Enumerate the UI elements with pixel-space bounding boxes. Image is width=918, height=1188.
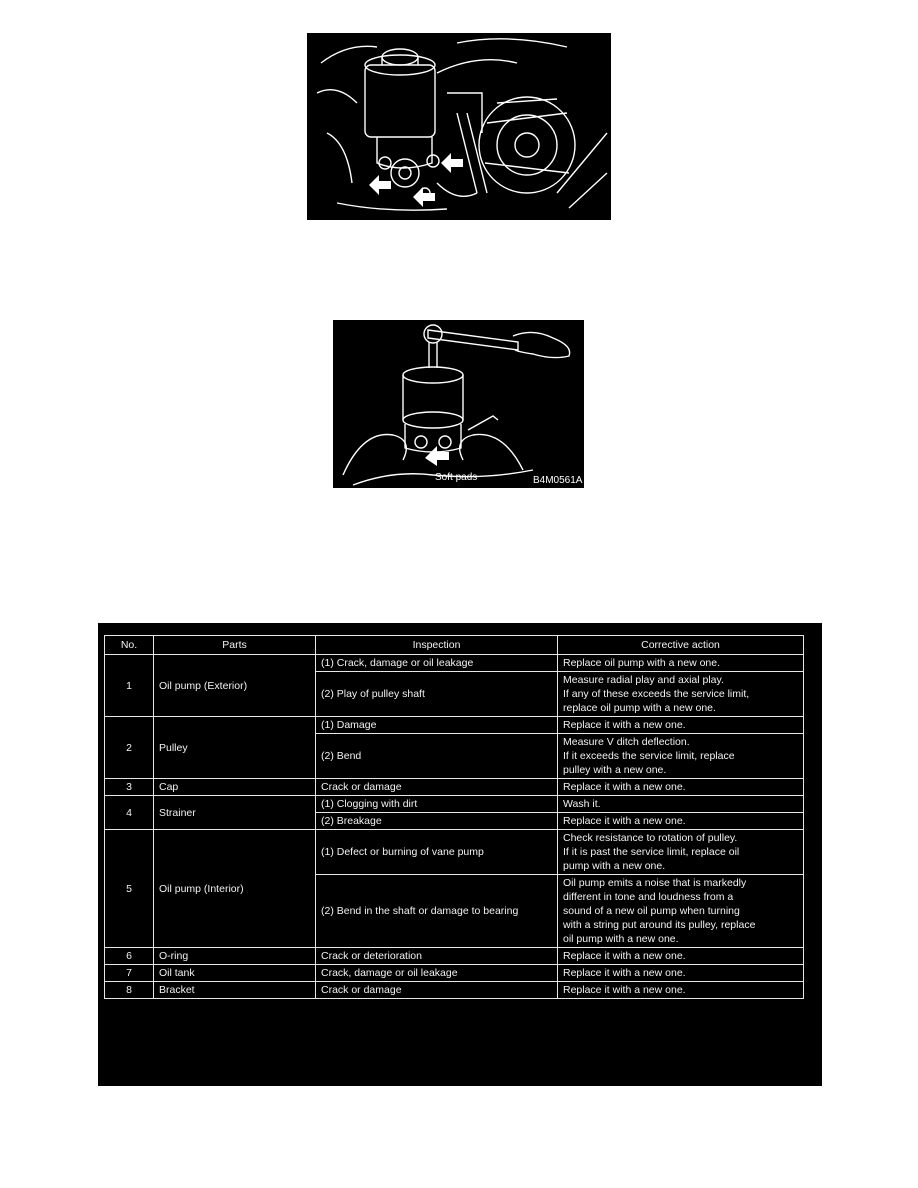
action-line: Measure radial play and axial play. bbox=[563, 674, 724, 686]
cell-part: Strainer bbox=[154, 796, 316, 830]
table-row bbox=[105, 965, 804, 982]
action-line: Replace it with a new one. bbox=[563, 719, 686, 731]
cell-corrective-action bbox=[558, 948, 804, 965]
cell-part: Bracket bbox=[154, 982, 316, 999]
cell-inspection: (1) Crack, damage or oil leakage bbox=[316, 655, 558, 672]
action-line: pump with a new one. bbox=[563, 860, 666, 872]
inspection-table bbox=[104, 635, 804, 999]
table-row bbox=[105, 717, 804, 734]
action-line: Replace oil pump with a new one. bbox=[563, 657, 721, 669]
cell-corrective-action bbox=[558, 672, 804, 717]
cell-no: 3 bbox=[105, 779, 154, 796]
cell-no: 2 bbox=[105, 717, 154, 779]
cell-part: O-ring bbox=[154, 948, 316, 965]
cell-inspection: (2) Breakage bbox=[316, 813, 558, 830]
cell-corrective-action bbox=[558, 655, 804, 672]
action-line: Wash it. bbox=[563, 798, 601, 810]
action-line: different in tone and loudness from a bbox=[563, 891, 734, 903]
action-line: replace oil pump with a new one. bbox=[563, 702, 716, 714]
cell-inspection: Crack or damage bbox=[316, 982, 558, 999]
cell-corrective-action bbox=[558, 965, 804, 982]
cell-no: 4 bbox=[105, 796, 154, 830]
cell-no: 1 bbox=[105, 655, 154, 717]
header-parts: Parts bbox=[154, 636, 316, 655]
cell-corrective-action bbox=[558, 875, 804, 948]
cell-inspection: Crack or deterioration bbox=[316, 948, 558, 965]
action-line: Check resistance to rotation of pulley. bbox=[563, 832, 738, 844]
cell-part: Oil tank bbox=[154, 965, 316, 982]
cell-corrective-action bbox=[558, 830, 804, 875]
action-line: Replace it with a new one. bbox=[563, 984, 686, 996]
cell-inspection: Crack or damage bbox=[316, 779, 558, 796]
soft-pads-callout: Soft pads bbox=[435, 472, 478, 483]
cell-inspection: (1) Defect or burning of vane pump bbox=[316, 830, 558, 875]
header-corrective-action: Corrective action bbox=[558, 636, 804, 655]
cell-part: Oil pump (Interior) bbox=[154, 830, 316, 948]
oil-pump-ratchet-wrench-illustration bbox=[333, 320, 584, 488]
table-header-row bbox=[105, 636, 804, 655]
table-row bbox=[105, 982, 804, 999]
cell-inspection: Crack, damage or oil leakage bbox=[316, 965, 558, 982]
figure-code-label: B4M0561A bbox=[533, 475, 583, 486]
action-line: If it is past the service limit, replace oil bbox=[563, 846, 740, 858]
action-line: Oil pump emits a noise that is markedly bbox=[563, 877, 747, 889]
action-line: with a string put around its pulley, replace bbox=[563, 919, 756, 931]
figure-engine-compartment bbox=[307, 33, 611, 220]
action-line: If any of these exceeds the service limit, bbox=[563, 688, 750, 700]
action-line: Replace it with a new one. bbox=[563, 967, 686, 979]
action-line: sound of a new oil pump when turning bbox=[563, 905, 740, 917]
cell-inspection: (1) Damage bbox=[316, 717, 558, 734]
cell-part: Pulley bbox=[154, 717, 316, 779]
cell-corrective-action bbox=[558, 779, 804, 796]
cell-part: Oil pump (Exterior) bbox=[154, 655, 316, 717]
cell-inspection: (2) Play of pulley shaft bbox=[316, 672, 558, 717]
table-body bbox=[105, 655, 804, 999]
action-line: Measure V ditch deflection. bbox=[563, 736, 690, 748]
cell-no: 8 bbox=[105, 982, 154, 999]
cell-inspection: (1) Clogging with dirt bbox=[316, 796, 558, 813]
action-line: oil pump with a new one. bbox=[563, 933, 679, 945]
action-line: If it exceeds the service limit, replace bbox=[563, 750, 735, 762]
table-row bbox=[105, 655, 804, 672]
engine-compartment-oil-pump-bolts-illustration bbox=[307, 33, 611, 220]
cell-corrective-action bbox=[558, 717, 804, 734]
cell-part: Cap bbox=[154, 779, 316, 796]
action-line: Replace it with a new one. bbox=[563, 815, 686, 827]
table-row bbox=[105, 779, 804, 796]
cell-no: 7 bbox=[105, 965, 154, 982]
action-line: Replace it with a new one. bbox=[563, 781, 686, 793]
cell-no: 5 bbox=[105, 830, 154, 948]
cell-inspection: (2) Bend bbox=[316, 734, 558, 779]
cell-inspection: (2) Bend in the shaft or damage to bearing bbox=[316, 875, 558, 948]
header-inspection: Inspection bbox=[316, 636, 558, 655]
figure-oil-pump-wrench bbox=[333, 320, 584, 488]
table-row bbox=[105, 796, 804, 813]
cell-corrective-action bbox=[558, 796, 804, 813]
action-line: Replace it with a new one. bbox=[563, 950, 686, 962]
cell-no: 6 bbox=[105, 948, 154, 965]
table-row bbox=[105, 830, 804, 875]
header-no: No. bbox=[105, 636, 154, 655]
table-row bbox=[105, 948, 804, 965]
action-line: pulley with a new one. bbox=[563, 764, 667, 776]
cell-corrective-action bbox=[558, 734, 804, 779]
cell-corrective-action bbox=[558, 982, 804, 999]
inspection-table-panel bbox=[98, 623, 822, 1086]
cell-corrective-action bbox=[558, 813, 804, 830]
